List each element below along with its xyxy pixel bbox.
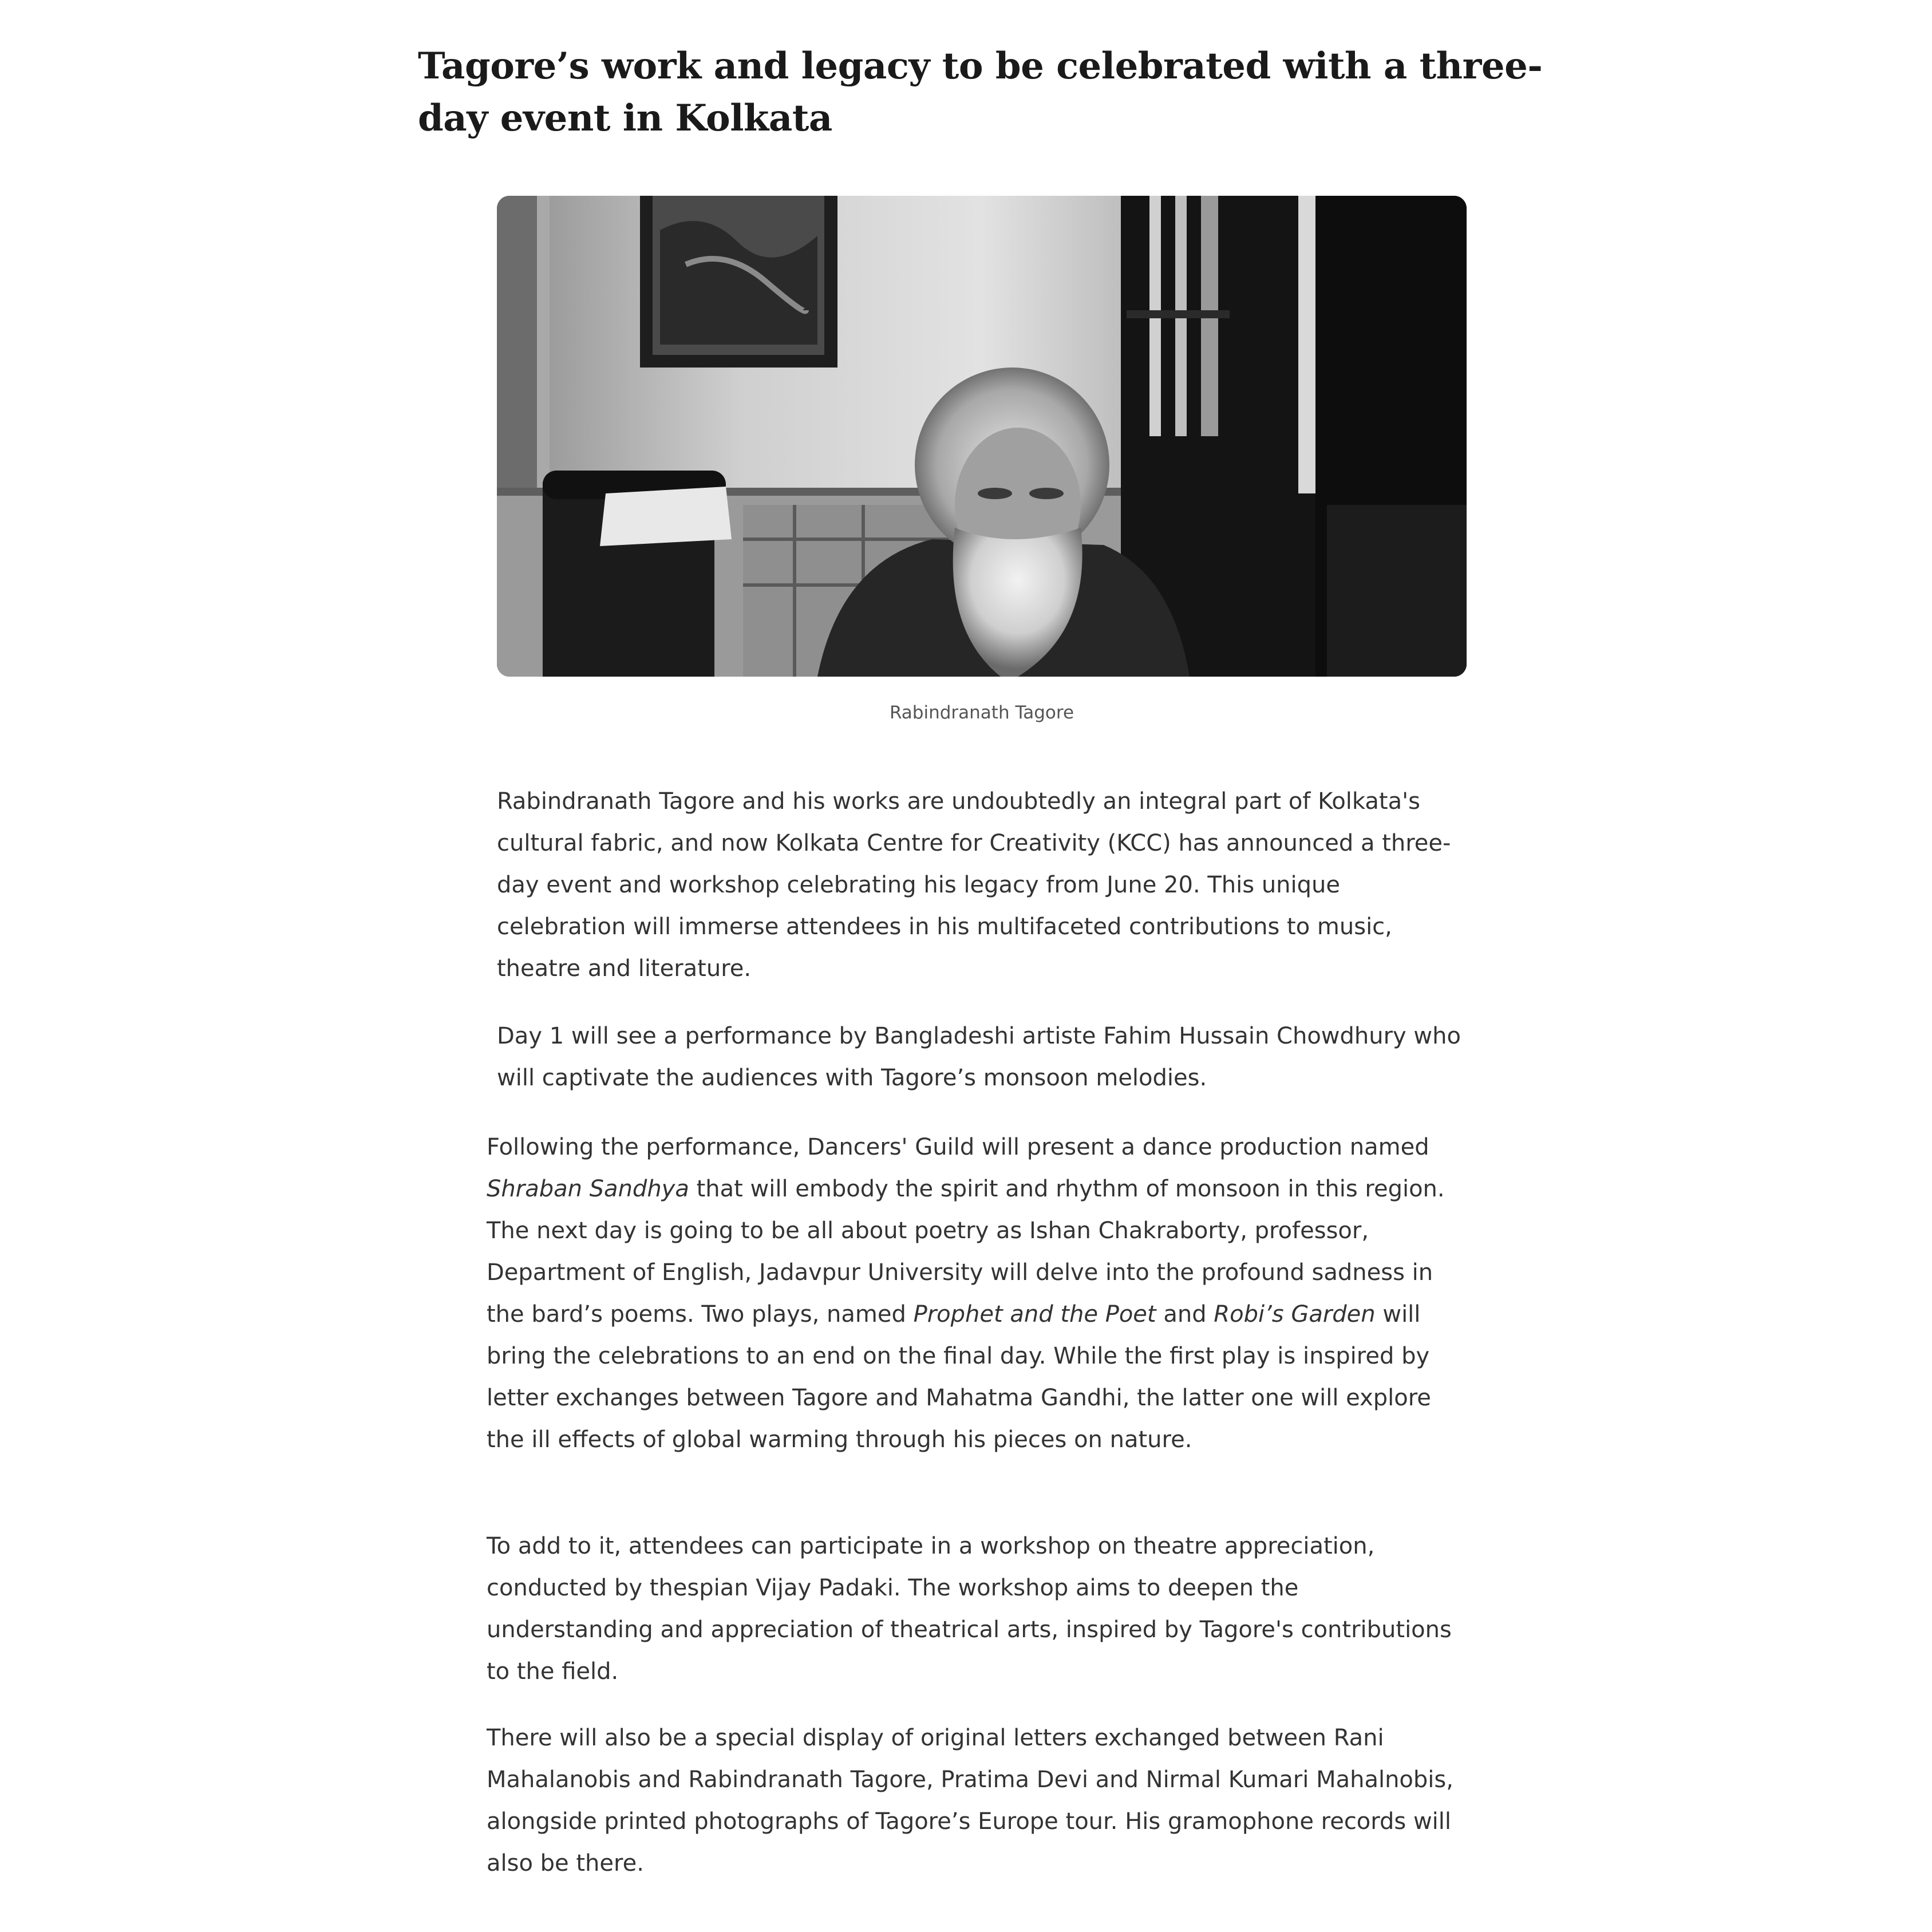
paragraph-workshop: To add to it, attendees can participate in a workshop on theatre appreciation, conducted by thespian Vijay Padaki. The workshop aims to deepen the understanding and appreciation of theatrical arts, inspired by Tagore's contributions to the field. bbox=[487, 1533, 1452, 1685]
paragraph-day-one: Day 1 will see a performance by Bangladeshi artiste Fahim Hussain Chowdhury who will captivate the audiences with Tagore’s monsoon melodies. bbox=[497, 1023, 1461, 1091]
paragraph-text: and bbox=[1156, 1301, 1214, 1327]
title-shraban-sandhya: Shraban Sandhya bbox=[487, 1176, 689, 1202]
tagore-photo-illustration bbox=[497, 196, 1467, 677]
paragraph-display: There will also be a special display of original letters exchanged between Rani Mahalanobis and Rabindranath Tagore, Pratima Devi and Nirmal Kumari Mahalnobis, alongside printed photographs of Tagore’s Europe tour. His gramophone records will also be there. bbox=[487, 1725, 1453, 1876]
title-prophet-and-the-poet: Prophet and the Poet bbox=[913, 1301, 1156, 1327]
paragraph-programme bbox=[487, 1127, 1460, 1461]
title-robis-garden: Robi’s Garden bbox=[1214, 1301, 1376, 1327]
tagore-photo bbox=[497, 196, 1467, 677]
paragraph-text: that will embody the spirit and rhythm of monsoon in this region. The next day is going to be all about poetry as Ishan Chakraborty, professor, Department of English, Jadavpur University will delve into the profound sadness in the bard’s poems. Two plays, named bbox=[487, 1176, 1445, 1327]
paragraph-intro: Rabindranath Tagore and his works are undoubtedly an integral part of Kolkata's cultural fabric, and now Kolkata Centre for Creativity (KCC) has announced a three-day event and workshop celebrating his legacy from June 20. This unique celebration will immerse attendees in his multifaceted contributions to music, theatre and literature. bbox=[497, 788, 1451, 982]
photo-caption: Rabindranath Tagore bbox=[889, 702, 1074, 723]
headline: Tagore’s work and legacy to be celebrated with a three-day event in Kolkata bbox=[418, 45, 1543, 140]
paragraph-text: Following the performance, Dancers' Guild will present a dance production named bbox=[487, 1134, 1429, 1160]
paragraph-text: will bring the celebrations to an end on the final day. While the first play is inspired by letter exchanges between Tagore and Mahatma Gandhi, the latter one will explore the ill effects of global warming through his pieces on nature. bbox=[487, 1301, 1431, 1453]
